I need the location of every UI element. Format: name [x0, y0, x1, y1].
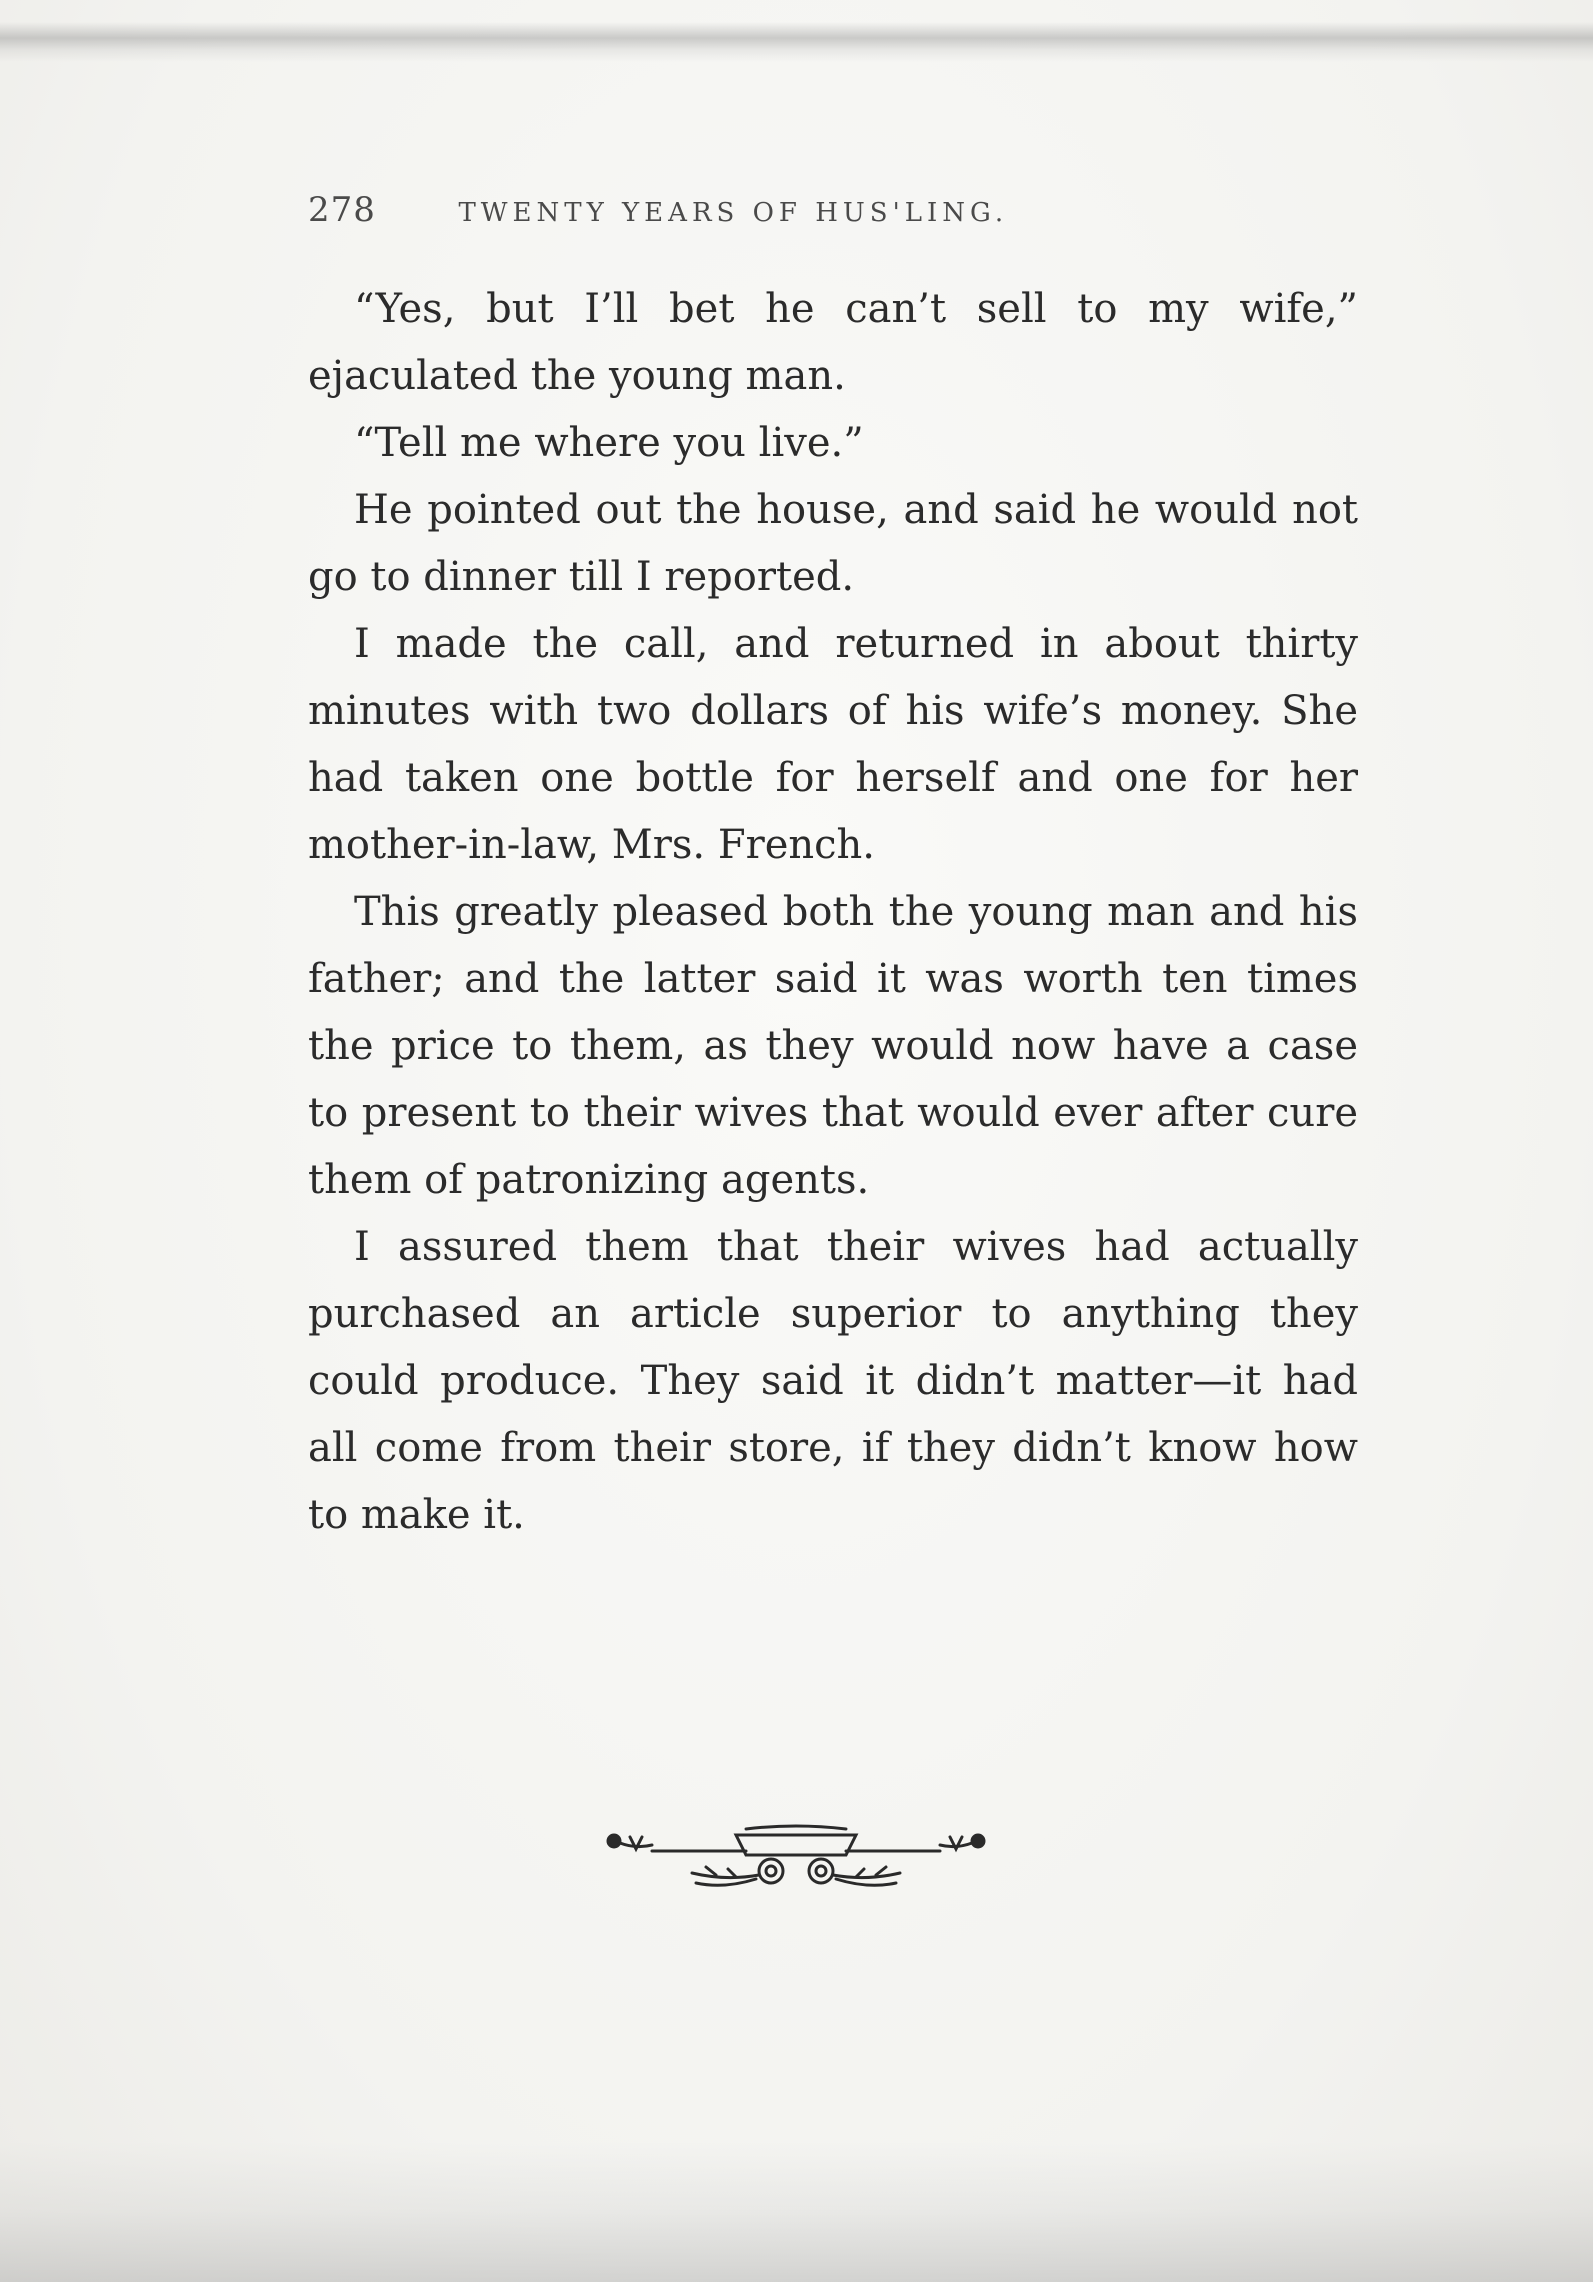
page-number: 278	[308, 190, 376, 230]
paragraph: This greatly pleased both the young man and his father; and the latter said it was worth ten times the price to them, as they would now have a case to present to their wives that would ever after cure them of patronizing agents.	[308, 889, 1358, 1203]
running-head	[308, 190, 1208, 240]
scroll-ornament-icon	[596, 1815, 996, 1895]
running-title: TWENTY YEARS OF HUS'LING.	[458, 198, 1009, 228]
paragraph: He pointed out the house, and said he would not go to dinner till I reported.	[308, 487, 1358, 600]
scan-bottom-edge	[0, 2142, 1593, 2282]
paragraph: I assured them that their wives had actually purchased an article superior to anything they could produce. They said it didn’t matter—it had all come from their store, if they didn’t know how to make it.	[308, 1224, 1358, 1538]
paragraph: “Yes, but I’ll bet he can’t sell to my wife,” ejaculated the young man.	[308, 286, 1358, 399]
paragraph: I made the call, and returned in about thirty minutes with two dollars of his wife’s money. She had taken one bottle for herself and one for her mother-in-law, Mrs. French.	[308, 621, 1358, 868]
paragraph: “Tell me where you live.”	[354, 420, 864, 466]
scan-top-edge	[0, 22, 1593, 62]
body-text	[308, 276, 1358, 1549]
